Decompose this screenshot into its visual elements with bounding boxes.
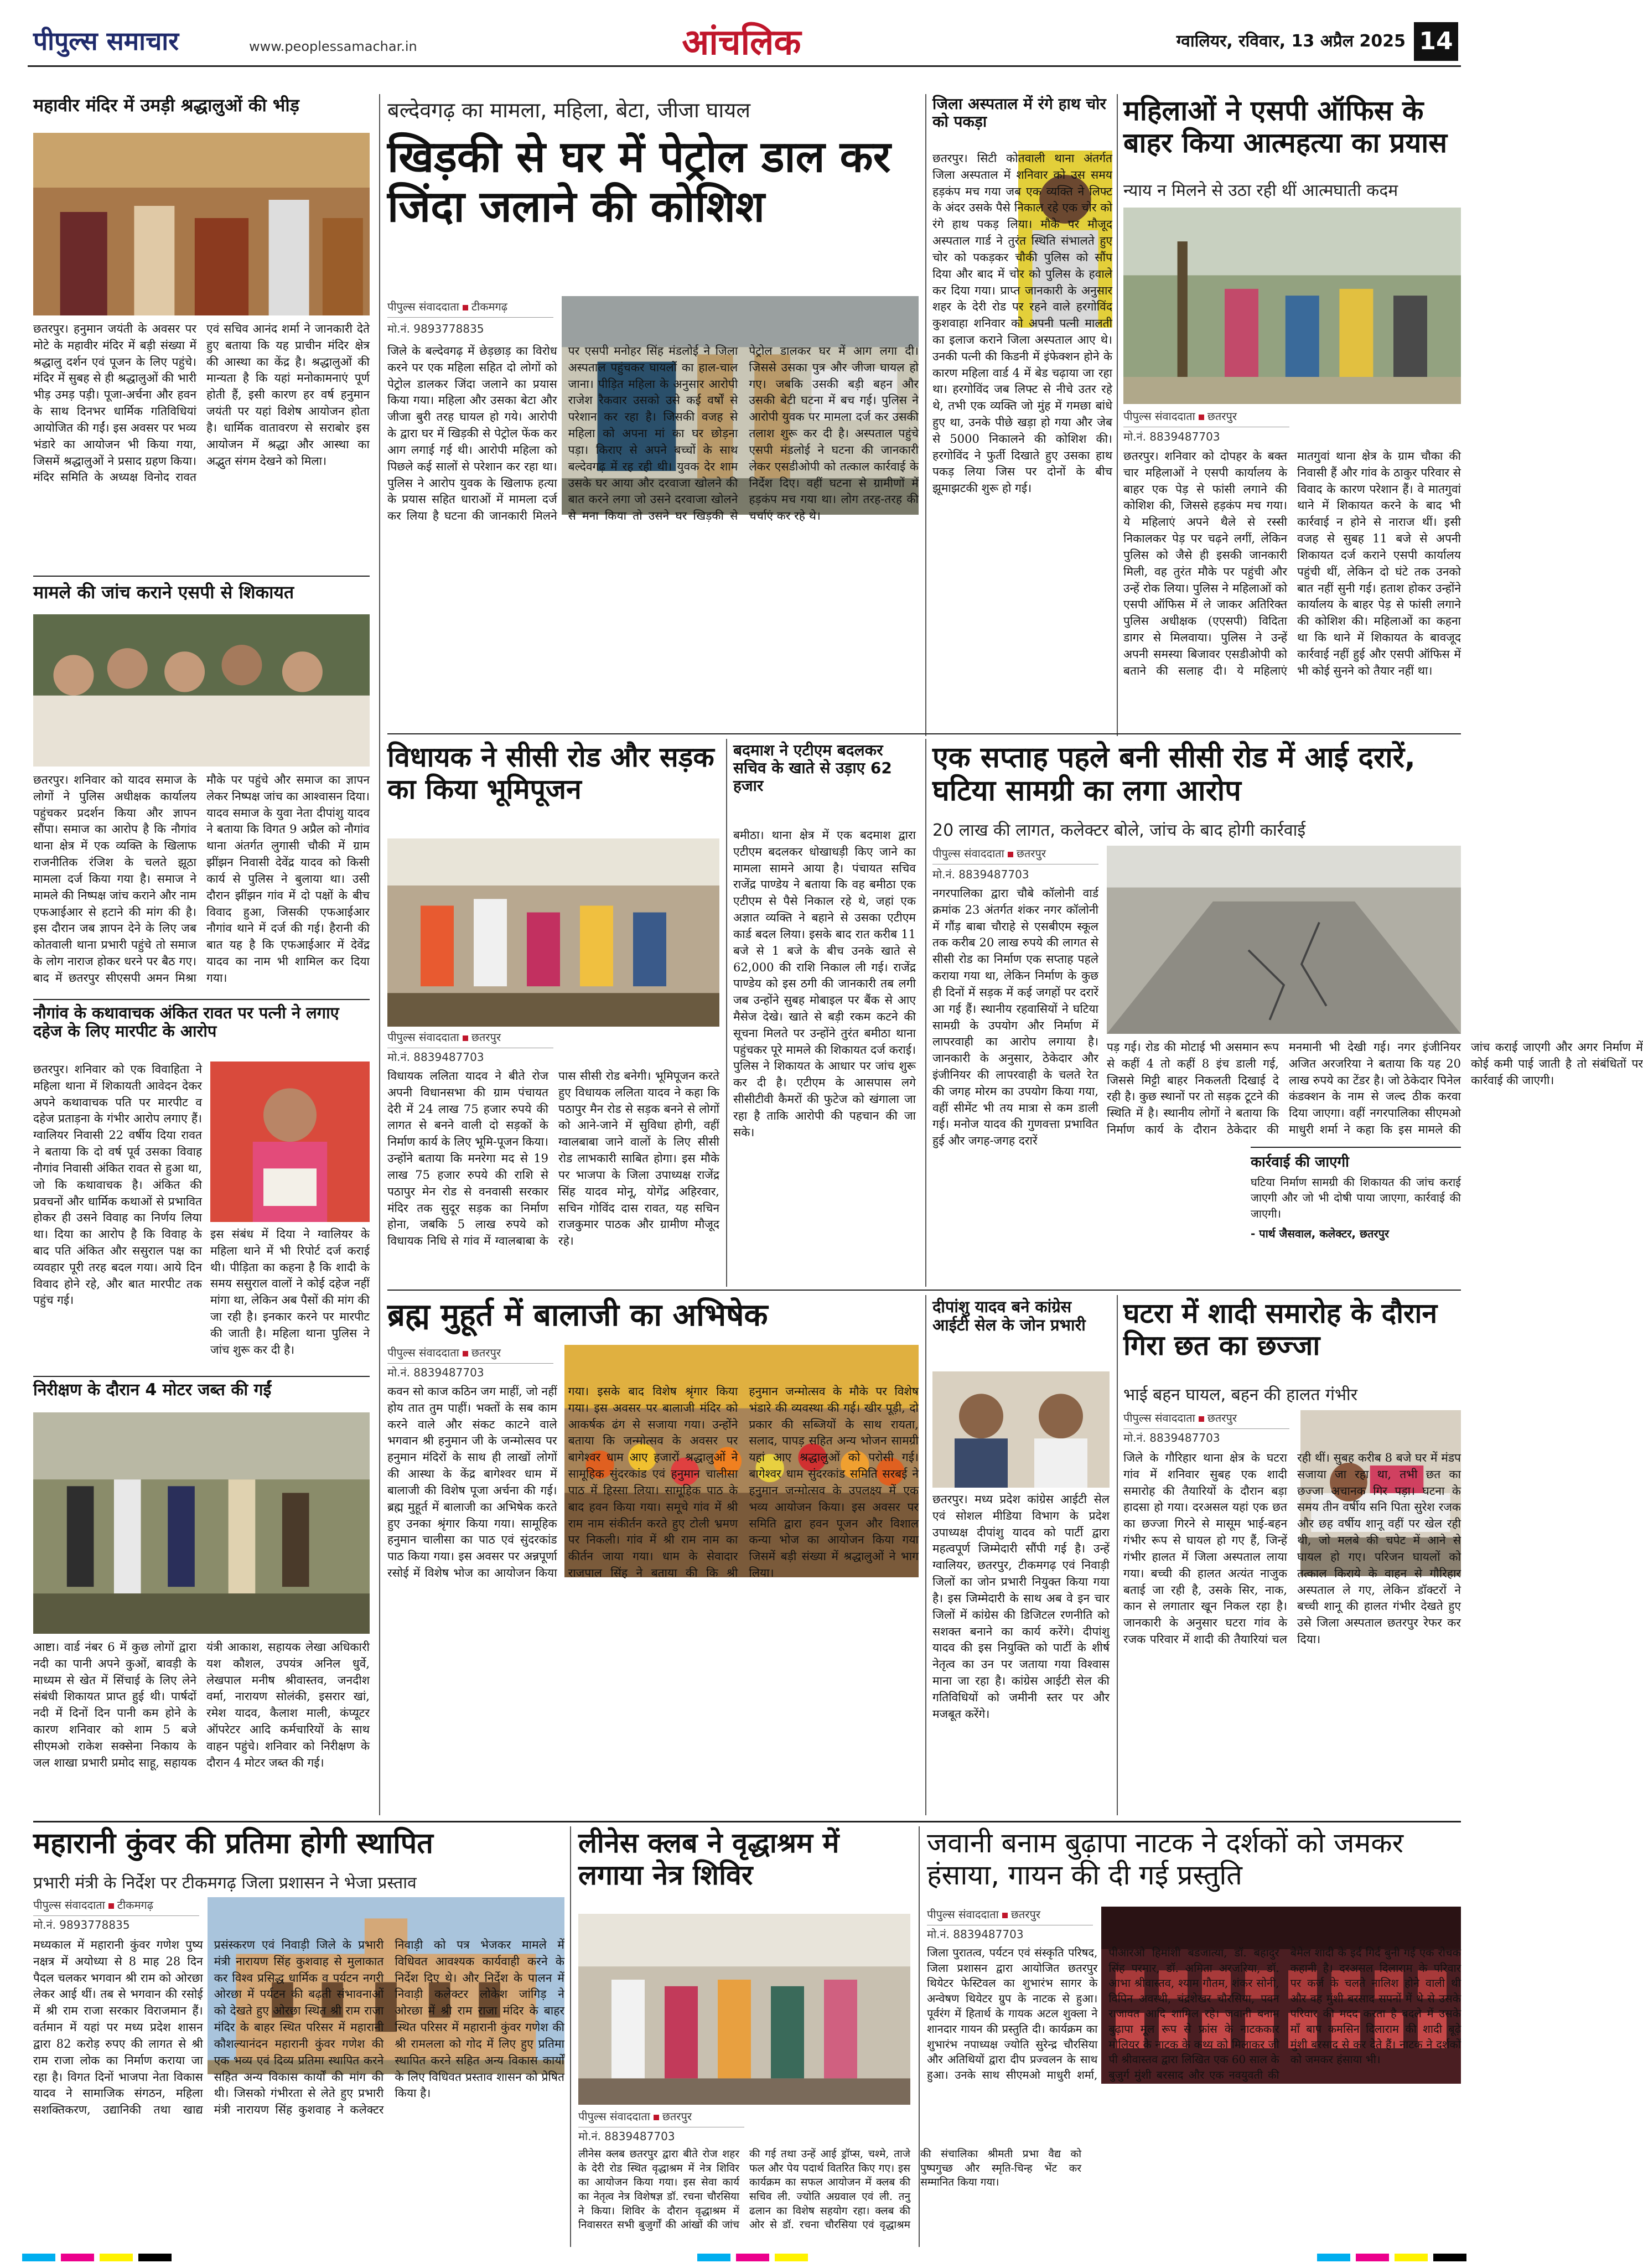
byline-place: छतरपुर xyxy=(471,1031,501,1044)
statue-subhead: प्रभारी मंत्री के निर्देश पर टीकमगढ़ जिला प्रशासन ने भेजा प्रस्ताव xyxy=(33,1873,417,1893)
sp-complaint-photo xyxy=(33,614,370,767)
dowry-photo xyxy=(210,1061,370,1222)
masthead xyxy=(0,0,1482,66)
lions-body: लीनेस क्लब छतरपुर द्वारा बीते रोज शहर के देरी रोड स्थित वृद्धाश्रम में नेत्र शिविर का आयोजन किया गया। इस सेवा कार्य का नेतृत्व नेत्र विशेषज्ञ डॉ. रचना चौरसिया ने किया। शिविर के दौरान वृद्धाश्रम में निवासरत सभी बुजुर्गों की आंखों की जांच की गई तथा उन्हें आई ड्रॉप्स, चश्मे, ताजे फल और पेय पदार्थ वितरित किए गए। इस कार्यक्रम का सफल आयोजन में क्लब की सचिव ली. ज्योति अग्रवाल एवं ली. तनु ढलान का विशेष सहयोग रहा। क्लब की ओर से डॉ. रचना चौरसिया एवं वृद्धाश्रम की संचालिका श्रीमती प्रभा वैद्य को पुष्पगुच्छ और स्मृति-चिन्ह भेंट कर सम्मानित किया गया। xyxy=(578,2148,1081,2231)
byline-name: पीपुल्स संवाददाता xyxy=(387,1346,459,1359)
ccroad-body-left: नगरपालिका द्वारा चौबे कॉलोनी वार्ड क्रमांक 23 अंतर्गत शंकर नगर कॉलोनी में गौंड़ बाबा चौराहे से एसबीएम स्कूल तक करीब 20 लाख रुपये की लागत से सीसी रोड का निर्माण एक सप्ताह पहले कराया गया था, लेकिन निर्माण के कुछ ही दिनों में सड़क में कई जगहों पर दरारें आ गई हैं। स्थानीय रहवासियों ने घटिया सामग्री के उपयोग और निर्माण में लापरवाही का आरोप लगाया है। जानकारी के अनुसार, ठेकेदार और इंजीनियर की लापरवाही के चलते रेत की जगह मोरम का उपयोग किया गया, वहीं सीमेंट भी तय मात्रा से कम डाली गई। मनोज यादव की गुणवत्ता प्रभावित हुई और जगह-जगह दरारें xyxy=(932,887,1098,1148)
rule xyxy=(33,576,370,577)
roof-headline: घटरा में शादी समारोह के दौरान गिरा छत का छज्जा xyxy=(1123,1297,1438,1361)
column-divider xyxy=(925,739,926,1287)
statue-headline: महारानी कुंवर की प्रतिमा होगी स्थापित xyxy=(33,1827,433,1860)
mla-photo xyxy=(387,838,719,1027)
byline-separator-icon xyxy=(654,2115,659,2120)
byline-place: टीकमगढ़ xyxy=(117,1898,153,1912)
mahavir-photo xyxy=(33,133,370,315)
drama-body: जिला पुरातत्व, पर्यटन एवं संस्कृति परिषद, जिला प्रशासन द्वारा आयोजित छतरपुर थियेटर फेस्टिवल का शुभारंभ सागर के अन्वेषण थियेटर ग्रुप के नाटक से हुआ। पूर्वरंग में हितार्थ के गायक अटल शुक्ला ने शानदार गायन की प्रस्तुति दी। कार्यक्रम का शुभारंभ नपाध्यक्ष ज्योति सुरेन्द्र चौरसिया और अतिथियों द्वारा दीप प्रज्वलन के साथ हुआ। उनके साथ सीएमओ माधुरी शर्मा, पीआरओ हिमांशी बडजात्या, डॉ. बहादुर सिंह परमार, डॉ. अमिता अरजरिया, डॉ. आभा श्रीवास्तव, श्याम गौतम, शंकर सोनी, विपिन अवस्थी, चंद्रशेखर चौरसिया, पवन राजावत आदि शामिल रहे। जवानी बनाम बुढ़ापा मूल रूप से फ्रांस के नाटककार मोलियर के नाटक के कथ्य को मिलाकर जी पी श्रीवास्तव द्वारा लिखित एक 60 साल के बुजुर्ग मुंशी बरसाद और एक नवयुवती की बेमेल शादी के इर्द गिर्द बुनी गई एक रोचक कहानी है। दरअसल दिलाराम के परिवार पर कर्ज के चलते नालिश होने वाली थी और वह मुंशी बरसाद सपनों में थे से उसके परिवार की मदद करता है बदले में उसके माँ बाप कमसिन दिलाराम की शादी बूढ़े मुंशी बरसाद से कर देते हैं। नाटक ने दर्शकों को जमकर हंसाया भी। xyxy=(927,1946,1461,2081)
mahavir-headline: महावीर मंदिर में उमड़ी श्रद्धालुओं की भीड़ xyxy=(33,95,299,116)
ccroad-byline xyxy=(932,846,1098,864)
atm-headline: बदमाश ने एटीएम बदलकर सचिव के खाते से उड़ाए 62 हजार xyxy=(733,741,892,795)
mla-headline: विधायक ने सीसी रोड और सड़क का किया भूमिपूजन xyxy=(387,741,714,805)
byline-separator-icon xyxy=(108,1903,114,1909)
motors-body: आष्टा। वार्ड नंबर 6 में कुछ लोगों द्वारा नदी का पानी अपने कुओं, बावड़ी के माध्यम से खेत में सिंचाई के लिए लेने संबंधी शिकायत प्राप्त हुई थी। पार्षदों नदी में दिनों दिन पानी कम होने के कारण शनिवार को शाम 5 बजे सीएमओ राकेश सक्सेना निकाय के जल शाखा प्रभारी प्रमोद साहू, सहायक यंत्री आकाश, सहायक लेखा अधिकारी यश कौशल, उपयंत्र अनिल धुर्वे, लेखपाल मनीष श्रीवास्तव, जनदीश वर्मा, नारायण सोलंकी, इसरार खां, रमेश यादव, कैलाश माली, कंप्यूटर ऑपरेटर आदि कर्मचारियों के साथ वाहन पहुंचे। शनिवार को निरीक्षण के दौरान 4 मोटर जब्त की गई। xyxy=(33,1640,370,1769)
roof-body: जिले के गौरिहार थाना क्षेत्र के घटरा गांव में शनिवार सुबह एक शादी समारोह की तैयारियों के दौरान बड़ा हादसा हो गया। दरअसल यहां एक छत का छज्जा गिरने से मासूम भाई-बहन गंभीर रूप से घायल हो गए हैं, जिन्हें गंभीर हालत में जिला अस्पताल लाया गया। बच्ची की हालत अत्यंत नाजुक बताई जा रही है, उसके सिर, नाक, कान से लगातार खून निकल रहा है। जानकारी के अनुसार घटरा गांव के रजक परिवार में शादी की तैयारियां चल रही थीं। सुबह करीब 8 बजे घर में मंडप सजाया जा रहा था, तभी छत का छज्जा अचानक गिर पड़ा। घटना के समय तीन वर्षीय सनि पिता सुरेश रजक और छह वर्षीय शानू वहीं पर खेल रही थी, जो मलबे की चपेट में आने से घायल हो गए। परिजन घायलों को तत्काल किराये के वाहन से गौरिहार अस्पताल ले गए, लेकिन डॉक्टरों ने बच्ची शानू की हालत गंभीर देखते हुए उसे जिला अस्पताल छतरपुर रेफर कर दिया। xyxy=(1123,1451,1461,1646)
byline-place: टीकमगढ़ xyxy=(471,300,507,313)
byline-name: पीपुल्स संवाददाता xyxy=(1123,1411,1195,1425)
petrol-kicker: बल्देवगढ़ का मामला, महिला, बेटा, जीजा घायल xyxy=(387,98,751,122)
byline-name: पीपुल्स संवाददाता xyxy=(33,1898,105,1912)
drama-byline xyxy=(927,1907,1093,1925)
deepanshu-body: छतरपुर। मध्य प्रदेश कांग्रेस आईटी सेल एवं सोशल मीडिया विभाग के प्रदेश उपाध्यक्ष दीपांशु यादव को पार्टी द्वारा महत्वपूर्ण जिम्मेदारी सौंपी गई है। उन्हें ग्वालियर, छतरपुर, टीकमगढ़ एवं निवाड़ी जिलों का जोन प्रभारी नियुक्त किया गया है। इस जिम्मेदारी के साथ अब वे इन चार जिलों में कांग्रेस की डिजिटल रणनीति को सशक्त बनाने का कार्य करेंगे। दीपांशु यादव की इस नियुक्ति को पार्टी के शीर्ष नेतृत्व का उन पर जताया गया विश्वास माना जा रहा है। कांग्रेस आईटी सेल की गतिविधियों को जमीनी स्तर पर और मजबूत करेंगे। xyxy=(932,1493,1110,1721)
deepanshu-headline: दीपांशु यादव बने कांग्रेस आईटी सेल के जोन प्रभारी xyxy=(932,1297,1086,1335)
rule xyxy=(387,1290,1461,1291)
suicide-mobile: मो.नं. 8839487703 xyxy=(1123,430,1220,443)
balaji-body: कवन सो काज कठिन जग माहीं, जो नहीं होय तात तुम पाहीं। भक्तों के सब काम करने वाले और संकट काटने वाले भगवान श्री हनुमान जी के जन्मोत्सव पर हनुमान मंदिरों के साथ ही लाखों लोगों की आस्था के केंद्र बागेश्वर धाम में बालाजी की विशेष पूजा अर्चना की गई। ब्रह्म मुहूर्त में बालाजी का अभिषेक करते हुए उनका श्रृंगार किया गया। सामूहिक हनुमान चालीसा का पाठ एवं सुंदरकांड पाठ किया गया। इस अवसर पर अन्नपूर्णा रसोई में विशेष भोज का आयोजन किया गया। इसके बाद विशेष श्रृंगार किया गया। इस अवसर पर बालाजी मंदिर को आकर्षक ढंग से सजाया गया। उन्होंने बताया कि जन्मोत्सव के अवसर पर बागेश्वर धाम आए हजारों श्रद्धालुओं ने सामूहिक सुंदरकांड एवं हनुमान चालीसा पाठ में हिस्सा लिया। सामूहिक पाठ के बाद हवन किया गया। समूचे गांव में श्री राम नाम संकीर्तन करते हुए टोली भ्रमण पर निकली। गांव में श्री राम नाम का कीर्तन जाया गया। धाम के सेवादार राजपाल सिंह ने बताया की कि श्री हनुमान जन्मोत्सव के मौके पर विशेष भंडारे की व्यवस्था की गई। खीर पूड़ी, दो प्रकार की सब्जियों के साथ रायता, सलाद, पापड़ सहित अन्य भोजन सामग्री यहां आए श्रद्धालुओं को परोसी गई। बागेश्वर धाम सुंदरकांड समिति सरबई ने हनुमान जन्मोत्सव के उपलक्ष्य में एक भव्य आयोजन किया। इस अवसर पर समिति द्वारा हवन पूजन और विशाल कन्या भोज का आयोजन किया गया जिसमें बड़ी संख्या में श्रद्धालुओं ने भाग लिया। xyxy=(387,1385,919,1580)
balaji-mobile: मो.नं. 8839487703 xyxy=(387,1366,484,1379)
byline-name: पीपुल्स संवाददाता xyxy=(932,847,1004,860)
dowry-headline: नौगांव के कथावाचक अंकित रावत पर पत्नी ने लगाए दहेज के लिए मारपीट के आरोप xyxy=(33,1003,339,1041)
suicide-subhead: न्याय न मिलने से उठा रही थीं आत्मघाती कदम xyxy=(1123,181,1398,200)
byline-name: पीपुल्स संवाददाता xyxy=(1123,410,1195,423)
byline-separator-icon xyxy=(463,305,468,310)
byline-place: छतरपुर xyxy=(662,2110,692,2123)
motors-headline: निरीक्षण के दौरान 4 मोटर जब्त की गईं xyxy=(33,1380,272,1400)
statue-byline xyxy=(33,1897,199,1916)
ccroad-box-title: कार्रवाई की जाएगी xyxy=(1251,1154,1349,1171)
dowry-body-left: छतरपुर। शनिवार को एक विवाहिता ने महिला थाना में शिकायती आवेदन देकर अपने कथावाचक पति पर मारपीट व दहेज प्रताड़ना के गंभीर आरोप लगाए हैं। ग्वालियर निवासी 22 वर्षीय दिया रावत ने बताया कि दो वर्ष पूर्व उसका विवाह नौगांव निवासी अंकित रावत से हुआ था, जो कि कथावाचक है। अंकित की प्रवचनों और धार्मिक कथाओं से प्रभावित होकर ही उसने विवाह का निर्णय लिया था। दिया का आरोप है कि विवाह के बाद पति अंकित और ससुराल पक्ष का व्यवहार पूरी तरह बदल गया। आये दिन विवाद होने रहे, और बात मारपीट तक पहुंच गई। xyxy=(33,1063,202,1307)
ccroad-box xyxy=(1251,1147,1461,1285)
lions-mobile: मो.नं. 8839487703 xyxy=(578,2130,675,2143)
lions-photo xyxy=(578,1914,910,2105)
drama-mobile: मो.नं. 8839487703 xyxy=(927,1928,1024,1941)
lions-byline xyxy=(578,2109,744,2127)
balaji-headline: ब्रह्म मुहूर्त में बालाजी का अभिषेक xyxy=(387,1297,768,1333)
balaji-byline xyxy=(387,1345,553,1364)
thief-headline: जिला अस्पताल में रंगे हाथ चोर को पकड़ा xyxy=(932,95,1106,131)
ccroad-mobile: मो.नं. 8839487703 xyxy=(932,868,1029,881)
dowry-body-right: इस संबंध में दिया ने ग्वालियर के महिला थाने में भी रिपोर्ट दर्ज कराई थी। पीड़िता का कहना है कि शादी के समय ससुराल वालों ने कोई दहेज नहीं मांगा था, लेकिन अब पैसों की मांग की जा रही है। इनकार करने पर मारपीट की जाती है। महिला थाना पुलिस ने जांच शुरू कर दी है। xyxy=(210,1228,370,1356)
byline-separator-icon xyxy=(463,1351,468,1356)
motors-photo xyxy=(33,1412,370,1634)
byline-name: पीपुल्स संवाददाता xyxy=(387,1031,459,1044)
atm-body: बमीठा। थाना क्षेत्र में एक बदमाश द्वारा एटीएम बदलकर धोखाधड़ी किए जाने का मामला सामने आया है। पंचायत सचिव राजेंद्र पाण्डेय ने बताया कि वह बमीठा एक एटीएम से पैसे निकाल रहे थे, जहां एक अज्ञात व्यक्ति ने बहाने से उसका एटीएम कार्ड बदल लिया। इसके बाद रात करीब 11 बजे से 1 बजे के बीच उनके खाते से 62,000 की राशि निकाल ली गई। राजेंद्र पाण्डेय को इस ठगी की जानकारी तब लगी जब उन्होंने सुबह मोबाइल पर बैंक से आए मैसेज देखे। खाते से बड़ी रकम कटने की सूचना मिलते पर उन्होंने तुरंत बमीठा थाना पहुंचकर पूरे मामले की शिकायत दर्ज कराई। पुलिस ने शिकायत के आधार पर जांच शुरू कर दी है। एटीएम के आसपास लगे सीसीटीवी कैमरों की फुटेज को खंगाला जा रहा है ताकि आरोपी की पहचान की जा सके। xyxy=(733,829,916,1139)
column-divider xyxy=(925,1295,926,1815)
column-divider xyxy=(925,94,926,736)
page-number: 14 xyxy=(1414,22,1458,61)
petrol-headline: खिड़की से घर में पेट्रोल डाल कर जिंदा जलाने की कोशिश xyxy=(387,132,891,232)
column-divider xyxy=(1117,94,1118,736)
roof-subhead: भाई बहन घायल, बहन की हालत गंभीर xyxy=(1123,1385,1357,1405)
column-divider xyxy=(1117,1295,1118,1815)
byline-separator-icon xyxy=(1008,852,1013,857)
rule xyxy=(33,1821,1461,1822)
website-url[interactable]: www.peoplessamachar.in xyxy=(249,39,417,54)
mla-mobile: मो.नं. 8839487703 xyxy=(387,1050,484,1064)
roof-mobile: मो.नं. 8839487703 xyxy=(1123,1431,1220,1444)
newspaper-logo: पीपुल्स समाचार xyxy=(33,26,179,56)
statue-mobile: मो.नं. 9893778835 xyxy=(33,1918,130,1932)
mla-byline xyxy=(387,1029,553,1048)
sp-complaint-headline: मामले की जांच कराने एसपी से शिकायत xyxy=(33,582,294,603)
rule xyxy=(33,1376,370,1377)
column-divider xyxy=(726,739,727,1287)
dateline: ग्वालियर, रविवार, 13 अप्रैल 2025 xyxy=(1176,32,1406,51)
byline-place: छतरपुर xyxy=(1207,410,1237,423)
column-divider xyxy=(379,94,380,1815)
byline-separator-icon xyxy=(463,1035,468,1041)
suicide-headline: महिलाओं ने एसपी ऑफिस के बाहर किया आत्महत्या का प्रयास xyxy=(1123,95,1448,159)
drama-headline: जवानी बनाम बुढ़ापा नाटक ने दर्शकों को जमकर हंसाया, गायन की दी गई प्रस्तुति xyxy=(927,1827,1404,1891)
byline-separator-icon xyxy=(1199,1416,1204,1422)
byline-place: छतरपुर xyxy=(1010,1908,1040,1921)
byline-place: छतरपुर xyxy=(1207,1411,1237,1425)
roof-byline xyxy=(1123,1410,1289,1429)
suicide-photo xyxy=(1123,208,1461,404)
byline-place: छतरपुर xyxy=(471,1346,501,1359)
byline-name: पीपुल्स संवाददाता xyxy=(578,2110,650,2123)
mahavir-body: छतरपुर। हनुमान जयंती के अवसर पर मोटे के महावीर मंदिर में बड़ी संख्या में श्रद्धालु दर्शन एवं पूजन के लिए पहुंचे। मंदिर में सुबह से ही श्रद्धालुओं की भारी भीड़ उमड़ पड़ी। पूजा-अर्चना और हवन के साथ दिनभर धार्मिक गतिविधियां आयोजित की गईं। इस अवसर पर भव्य भंडारे का आयोजन भी किया गया, जिसमें श्रद्धालुओं ने प्रसाद ग्रहण किया। मंदिर समिति के अध्यक्ष विनोद रावत एवं सचिव आनंद शर्मा ने जानकारी देते हुए बताया कि यह प्राचीन मंदिर क्षेत्र की आस्था का केंद्र है। श्रद्धालुओं की मान्यता है कि यहां मनोकामनाएं पूर्ण होती हैं, इसी कारण हर वर्ष हनुमान जयंती पर यहां विशेष आयोजन होता है। धार्मिक वातावरण से सराबोर इस आयोजन में श्रद्धा और आस्था का अद्भुत संगम देखने को मिला। xyxy=(33,322,370,484)
ccroad-photo xyxy=(1107,846,1461,1034)
suicide-byline xyxy=(1123,408,1289,427)
masthead-rule xyxy=(28,65,1461,67)
section-title: आंचलिक xyxy=(682,22,801,63)
byline-separator-icon xyxy=(1002,1913,1008,1918)
byline-place: छतरपुर xyxy=(1016,847,1046,860)
rule xyxy=(33,999,370,1000)
ccroad-headline: एक सप्ताह पहले बनी सीसी रोड में आई दरारें, घटिया सामग्री का लगा आरोप xyxy=(932,741,1416,807)
print-registration-bar xyxy=(0,2249,1482,2266)
ccroad-box-sign: - पार्थ जैसवाल, कलेक्टर, छतरपुर xyxy=(1251,1227,1390,1241)
byline-separator-icon xyxy=(1199,415,1204,420)
statue-body: मध्यकाल में महारानी कुंवर गणेश पुष्य नक्षत्र में अयोध्या से 8 माह 28 दिन पैदल चलकर भगवान श्री राम को ओरछा लेकर आई थीं। तब से भगवान की रसोई में श्री राम राजा सरकार विराजमान हैं। वर्तमान में यहां पर मध्य प्रदेश शासन द्वारा 82 करोड़ रुपए की लागत से श्री राम राजा लोक का निर्माण कराया जा रहा है। विगत दिनों भाजपा नेता विकास यादव ने सामाजिक संगठन, महिला सशक्तिकरण, उद्यानिकी तथा खाद्य प्रसंस्करण एवं निवाड़ी जिले के प्रभारी मंत्री नारायण सिंह कुशवाह से मुलाकात कर विश्व प्रसिद्ध धार्मिक व पर्यटन नगरी ओरछा में पर्यटन की बढ़ती संभावनाओं को देखते हुए ओरछा स्थित श्री राम राजा मंदिर के बाहर स्थित परिसर में महारानी कौशल्यानंदन महारानी कुंवर गणेश की एक भव्य एवं दिव्य प्रतिमा स्थापित करने सहित अन्य विकास कार्यों की मांग की थी। जिसको गंभीरता से लेते हुए प्रभारी मंत्री नारायण सिंह कुशवाह ने कलेक्टर निवाड़ी को पत्र भेजकर मामले में विधिवत आवश्यक कार्यवाही करने के निर्देश दिए थे। और निर्देश के पालन में निवाड़ी कलेक्टर लोकेश जांगिड़ ने ओरछा में श्री राम राजा मंदिर के बाहर स्थित परिसर में महारानी कुंवर गणेश की श्री रामलला को गोद में लिए हुए प्रतिमा स्थापित करने सहित अन्य विकास कार्यों के लिए विधिवत प्रस्ताव शासन को प्रेषित किया है। xyxy=(33,1938,564,2117)
petrol-byline xyxy=(387,299,553,318)
petrol-mobile: मो.नं. 9893778835 xyxy=(387,322,484,335)
lions-headline: लीनेस क्लब ने वृद्धाश्रम में लगाया नेत्र शिविर xyxy=(578,1827,839,1891)
rule xyxy=(387,733,1461,734)
byline-name: पीपुल्स संवाददाता xyxy=(927,1908,999,1921)
column-divider xyxy=(919,1826,920,2247)
suicide-body: छतरपुर। शनिवार को दोपहर के बक्त चार महिलाओं ने एसपी कार्यालय के बाहर एक पेड़ से फांसी लगाने की कोशिश की, जिससे हड़कंप मच गया। ये महिलाएं अपने थैले से रस्सी निकालकर पेड़ पर चढ़ने लगीं, लेकिन पुलिस को जैसे ही इसकी जानकारी मिली, वह तुरंत मौके पर पहुंची और उन्हें रोक लिया। पुलिस ने महिलाओं को एसपी ऑफिस में ले जाकर अतिरिक्त पुलिस अधीक्षक (एएसपी) विदिता डागर से मिलवाया। पुलिस ने उन्हें अपनी समस्या बिजावर एसडीओपी को बताने की सलाह दी। ये महिलाएं मातगुवां थाना क्षेत्र के ग्राम चौका की निवासी हैं और गांव के ठाकुर परिवार से विवाद के कारण परेशान हैं। वे मातगुवां थाने में शिकायत करने के बाद भी कार्रवाई न होने से नाराज थीं। इसी वजह से सुबह 11 बजे से अपनी शिकायत दर्ज कराने एसपी कार्यालय पहुंची थीं, लेकिन दो घंटे तक उनको बात नहीं सुनी गई। हताश होकर उन्होंने कार्यालय के बाहर पेड़ से फांसी लगाने की कोशिश की। महिलाओं का कहना था कि थाने में शिकायत के बावजूद कार्रवाई नहीं हुई और एसपी ऑफिस में भी कोई सुनने को तैयार नहीं था। xyxy=(1123,449,1461,677)
ccroad-body-right: पड़ गई। रोड की मोटाई भी असमान रूप से कहीं 4 तो कहीं 8 इंच डाली गई, जिससे मिट्टी बाहर निकलती दिखाई दे रही है। कुछ स्थानों पर तो सड़क टूटने की स्थिति में है। स्थानीय लोगों ने बताया कि निर्माण कार्य के दौरान ठेकेदार की मनमानी भी देखी गई। नगर इंजीनियर अजित अरजरिया ने बताया कि यह 20 लाख रुपये का टेंडर है। जो ठेकेदार पिनेल कंडक्शन के नाम से जल्द ठीक करवा दिया जाएगा। वहीं नगरपालिका सीएमओ माधुरी शर्मा ने कहा कि इस मामले की जांच कराई जाएगी और अगर निर्माण में कोई कमी पाई जाती है तो संबंधितों पर कार्रवाई की जाएगी। xyxy=(1107,1040,1643,1137)
column-divider xyxy=(570,1826,571,2247)
byline-name: पीपुल्स संवाददाता xyxy=(387,300,459,313)
petrol-body: जिले के बल्देवगढ़ में छेड़छाड़ का विरोध करने पर एक महिला सहित दो लोगों को पेट्रोल डालकर जिंदा जलाने का प्रयास किया गया। महिला और उसका बेटा और जीजा बुरी तरह घायल हो गये। आरोपी के द्वारा घर में खिड़की से पेट्रोल फेंक कर आग लगाई गई थी। आरोपी महिला को पिछले कई सालों से परेशान कर रहा था। पुलिस ने आरोप युवक के खिलाफ हत्या के प्रयास सहित धाराओं में मामला दर्ज कर लिया है घटना की जानकारी मिलने पर एसपी मनोहर सिंह मंडलोई ने जिला अस्पताल पहुंचकर घायलों का हाल-चाल जाना। पीड़ित महिला के अनुसार आरोपी राजेश रैकवार उसको उसे कई वर्षों से परेशान कर रहा है। जिसकी वजह से महिला को अपना मां का घर छोड़ना पड़ा। किराए से अपने बच्चों के साथ बल्देवगढ़ में रह रही थी। युवक देर शाम उसके घर आया और दरवाजा खोलने की बात करने लगा जो उसने दरवाजा खोलने से मना किया तो उसने घर खिड़की से पेट्रोल डालकर घर में आग लगा दी। जिससे उसका पुत्र और जीजा घायल हो गए। जबकि उसकी बड़ी बहन और उसकी बेटी घटना में बच गई। पुलिस ने आरोपी युवक पर मामला दर्ज कर उसकी तलाश शुरू कर दी है। अस्पताल पहुंचे एसपी मंडलोई ने घटना की जानकारी लेकर एसडीओपी को तत्काल कार्रवाई के निर्देश दिए। वहीं घटना से ग्रामीणों में हड़कंप मच गया था। लोग तरह-तरह की चर्चाएं कर रहे थे। xyxy=(387,344,919,523)
mla-body: विधायक ललिता यादव ने बीते रोज अपनी विधानसभा की ग्राम पंचायत देरी में 24 लाख 75 हजार रुपये की लागत से बनने वाली दो सड़कों के निर्माण कार्य के लिए भूमि-पूजन किया। उन्होंने बताया कि मनरेगा मद से 19 लाख 75 हजार रुपये की राशि से पठापुर मेन रोड से वनवासी सरकार मंदिर तक सुदूर सड़क का निर्माण होना, जबकि 5 लाख रुपये को विधायक निधि से गांव में ग्वालबाबा के पास सीसी रोड बनेगी। भूमिपूजन करते हुए विधायक ललिता यादव ने कहा कि पठापुर मैन रोड से सड़क बनने से लोगों को आने-जाने में सुविधा होगी, वहीं ग्वालबाबा जाने वालों के लिए सीसी रोड लाभकारी साबित होगा। इस मौके पर भाजपा के जिला उपाध्यक्ष राजेंद्र सिंह यादव मोनू, योगेंद्र अहिरवार, सचिन गोविंद दास रावत, यह सचिन राजकुमार पाठक और ग्रामीण मौजूद रहे। xyxy=(387,1069,719,1248)
ccroad-box-body: घटिया निर्माण सामग्री की शिकायत की जांच कराई जाएगी और जो भी दोषी पाया जाएगा, कार्रवाई की जाएगी। xyxy=(1251,1176,1461,1220)
sp-complaint-body: छतरपुर। शनिवार को यादव समाज के लोगों ने पुलिस अधीक्षक कार्यालय पहुंचकर प्रदर्शन किया और ज्ञापन सौंपा। समाज का आरोप है कि नौगांव थाना क्षेत्र में एक व्यक्ति के खिलाफ राजनीतिक रंजिश के चलते झूठा मामला दर्ज किया गया है। समाज ने मामले की निष्पक्ष जांच कराने और नाम एफआईआर से हटाने की मांग की है। इस दौरान जब ज्ञापन देने के लिए जब कोतवाली थाना प्रभारी पहुंचे तो समाज के लोग नाराज होकर धरने पर बैठ गए। बाद में छतरपुर सीएसपी अमन मिश्रा मौके पर पहुंचे और समाज का ज्ञापन लेकर निष्पक्ष जांच का आश्वासन दिया। यादव समाज के युवा नेता दीपांशु यादव ने बताया कि विगत 9 अप्रैल को नौगांव थाना अंतर्गत लुगासी चौकी में ग्राम झींझन निवासी देवेंद्र यादव को किसी कार्य से पुलिस ने बुलाया था। उसी दौरान झींझन गांव में दो पक्षों के बीच विवाद हुआ, जिसकी एफआईआर नौगांव थाने में दर्ज की गई। हैरानी की बात यह है कि एफआईआर में देवेंद्र यादव का नाम भी शामिल कर दिया गया। xyxy=(33,773,370,985)
ccroad-subhead: 20 लाख की लागत, कलेक्टर बोले, जांच के बाद होगी कार्रवाई xyxy=(932,821,1306,840)
thief-body: छतरपुर। सिटी कोतवाली थाना अंतर्गत जिला अस्पताल में शनिवार को उस समय हड़कंप मच गया जब एक व्यक्ति ने लिफ्ट के अंदर उसके पैसे निकाल रहे एक चोर को रंगे हाथ पकड़ लिया। मौके पर मौजूद अस्पताल गार्ड ने तुरंत स्थिति संभालते हुए चोर को पकड़कर चौकी पुलिस को सौंप दिया और बाद में चोर को पुलिस के हवाले कर दिया गया। प्राप्त जानकारी के अनुसार शहर के देरी रोड पर रहने वाले हरगोविंद कुशवाहा शनिवार को अपनी पत्नी मालती का इलाज कराने जिला अस्पताल आए थे। उनकी पत्नी की किडनी में इंफेक्शन होने के कारण महिला वार्ड 4 में बेड चढ़ाया जा रहा था। हरगोविंद जब लिफ्ट से नीचे उतर रहे थे, तभी एक व्यक्ति जो मुंह में गमछा बांधे हुए था, उनके पीछे खड़ा हो गया और जेब से 5000 निकालने की कोशिश की। हरगोविंद ने फुर्ती दिखाते हुए उसका हाथ पकड़ लिया जिस पर दोनों के बीच झूमाझटकी शुरू हो गई। xyxy=(932,152,1112,495)
deepanshu-photo xyxy=(932,1371,1110,1488)
